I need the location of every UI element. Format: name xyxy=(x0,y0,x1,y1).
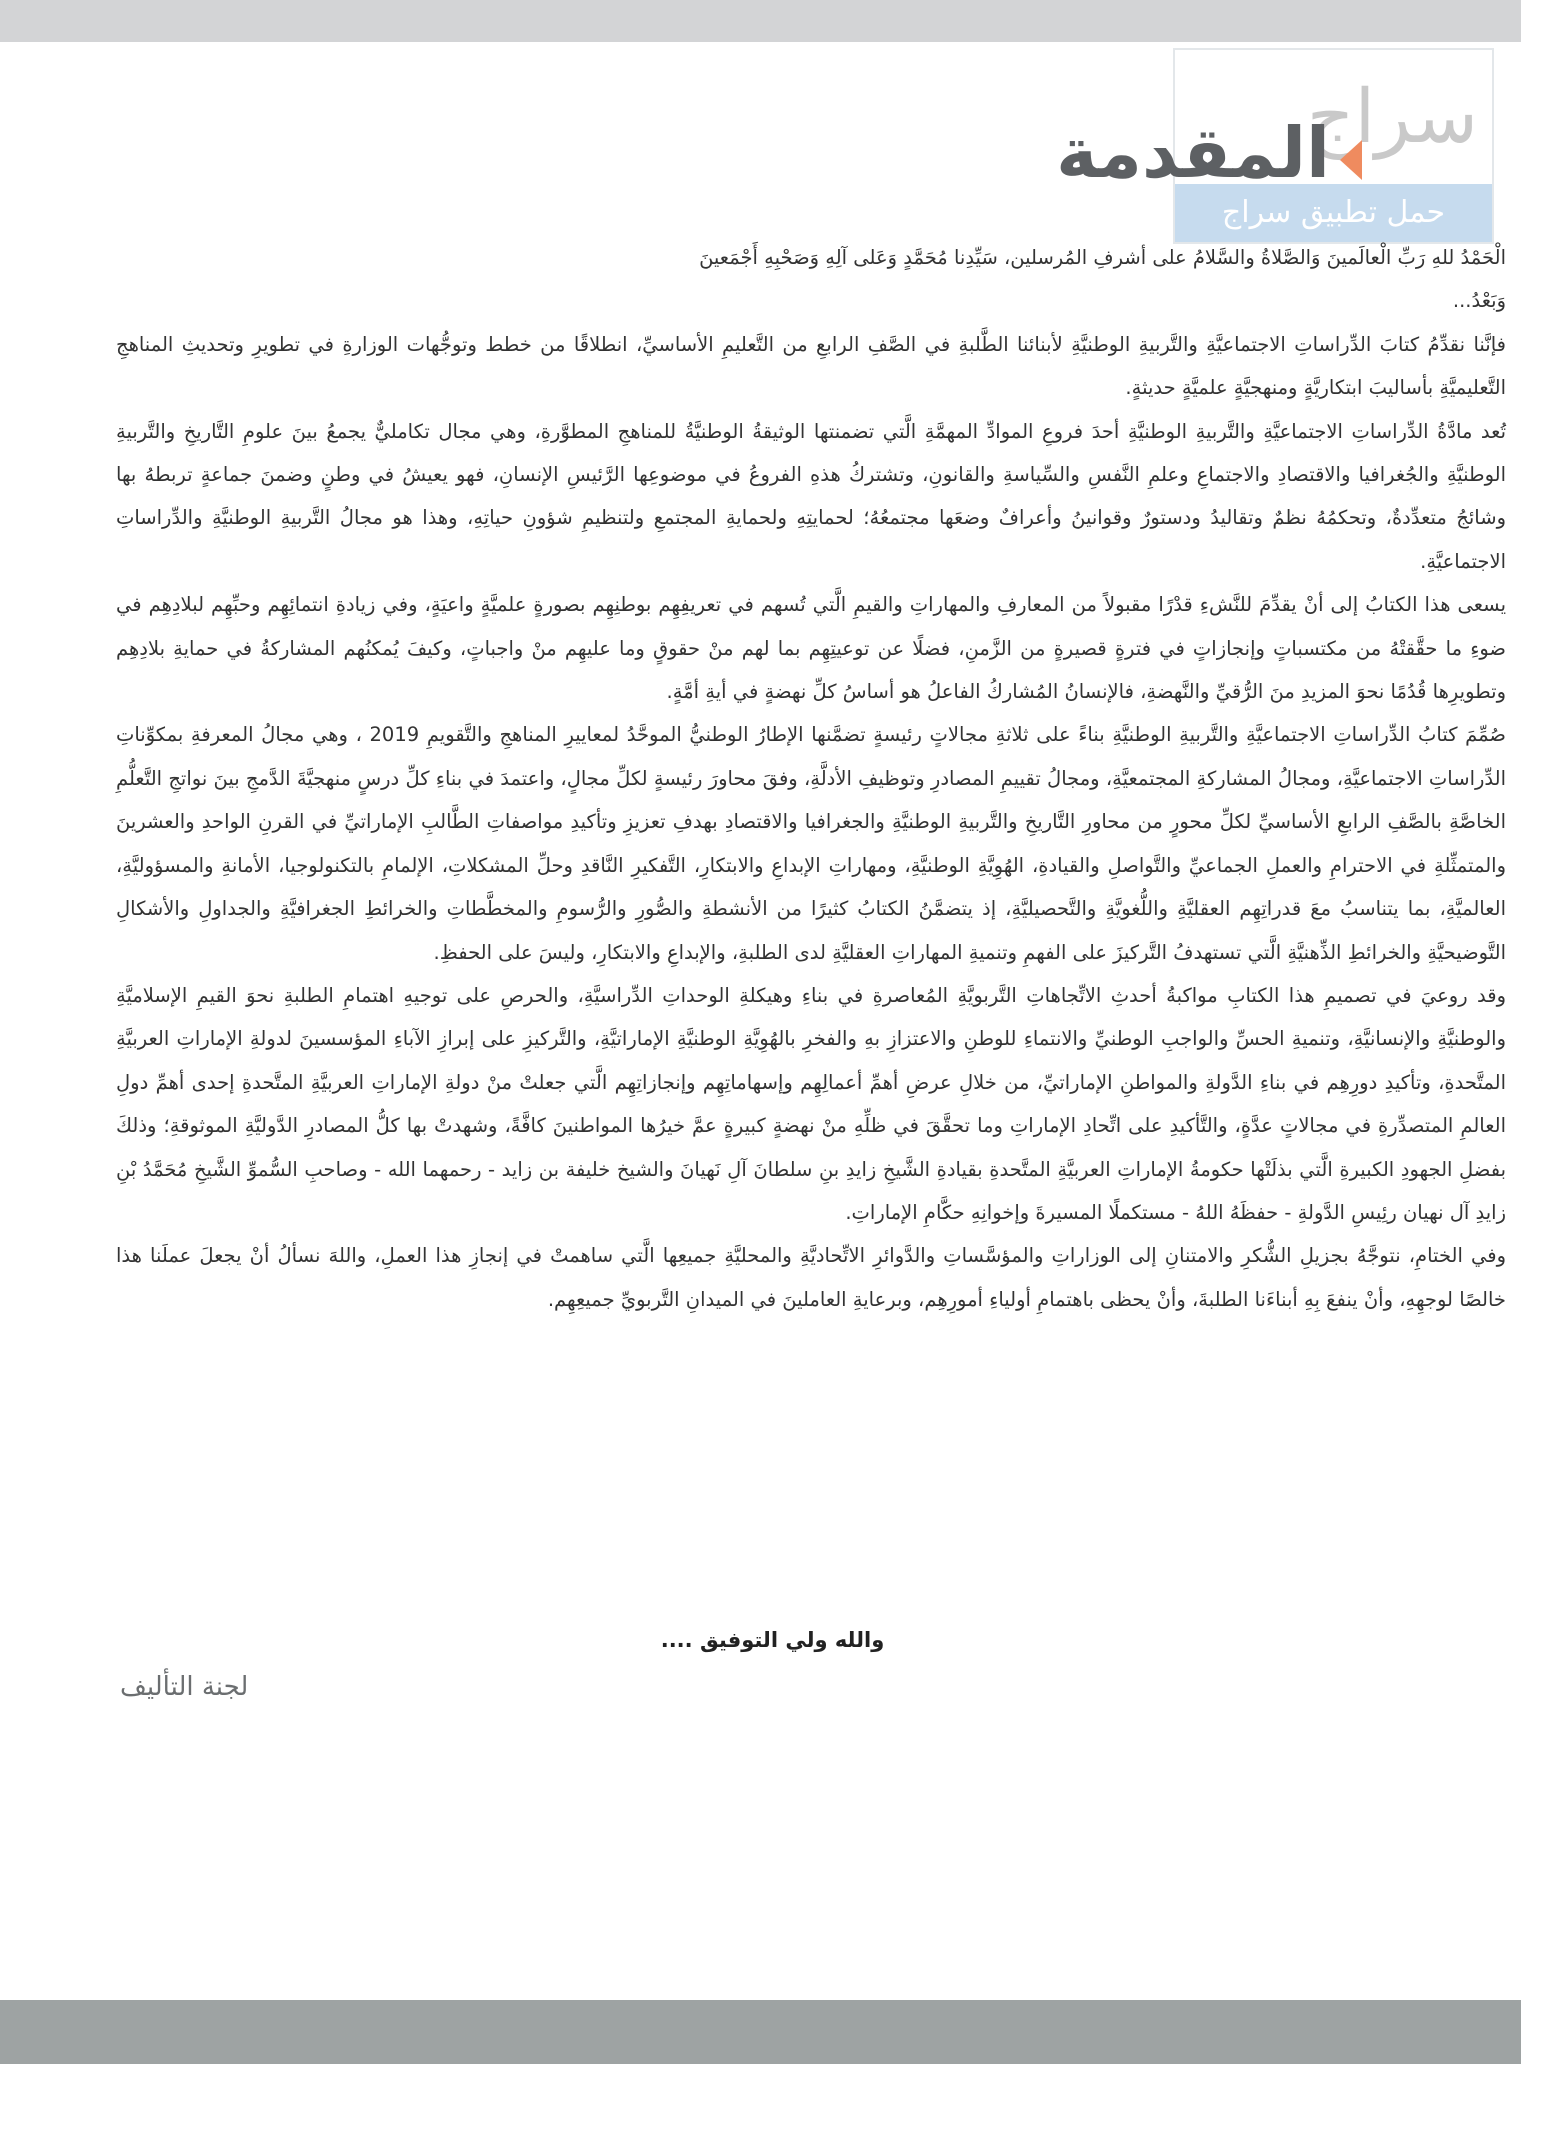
paragraph: تُعد مادَّةُ الدِّراساتِ الاجتماعيَّةِ والتَّربيةِ الوطنيَّةِ أحدَ فروعِ الموادِّ المهمَّةِ الَّتي تضمنتها الوثيقةُ الوطنيَّةُ للمناهجِ المطوَّرةِ، وهي مجال تكامليٌّ يجمعُ بينَ علومِ التَّاريخِ والتَّربيةِ الوطنيَّةِ والجُغرافيا والاقتصادِ والاجتماعِ وعلمِ النَّفسِ والسِّياسةِ والقانونِ، وتشتركُ هذهِ الفروعُ في موضوعِها الرَّئيسِ الإنسانِ، فهو يعيشُ في وطنٍ وضمنَ جماعةٍ تربطهُ بها وشائجُ متعدِّدةٌ، وتحكمُهُ نظمٌ وتقاليدُ ودستورٌ وقوانينُ وأعرافٌ وضعَها مجتمعُهُ؛ لحمايتِهِ ولحمايةِ المجتمعِ ولتنظيمِ شؤونِ حياتِهِ، وهذا هو مجالُ التَّربيةِ الوطنيَّةِ والدِّراساتِ الاجتماعيَّةِ. xyxy=(116,419,1506,573)
paragraph: يسعى هذا الكتابُ إلى أنْ يقدِّمَ للنَّشءِ قدْرًا مقبولاً من المعارفِ والمهاراتِ والقيمِ الَّتي تُسهم في تعريفِهِم بوطنِهِم بصورةٍ علميَّةٍ واعيَةٍ، وفي زيادةِ انتمائِهِم وحبِّهِم لبلادِهِم في ضوءِ ما حقَّقتْهُ من مكتسباتٍ وإنجازاتٍ في فترةٍ قصيرةٍ من الزَّمنِ، فضلًا عن توعيتِهِم بما لهم منْ حقوقٍ وما عليهِم منْ واجباتٍ، وكيفَ يُمكنُهم المشاركةُ في حمايةِ بلادِهِم وتطويرِها قُدُمًا نحوَ المزيدِ منَ الرُّقيِّ والنَّهضةِ، فالإنسانُ المُشاركُ الفاعلُ هو أساسُ كلِّ نهضةٍ في أيةِ أمَّةٍ. xyxy=(116,593,1506,704)
paragraph: وفي الختامِ، نتوجَّهُ بجزيلِ الشُّكرِ والامتنانِ إلى الوزاراتِ والمؤسَّساتِ والدَّوائرِ الاتِّحاديَّةِ والمحليَّةِ جميعِها الَّتي ساهمتْ في إنجازِ هذا العملِ، واللهَ نسألُ أنْ يجعلَ عملَنا هذا خالصًا لوجهِهِ، وأنْ ينفعَ بِهِ أبناءَنا الطلبةَ، وأنْ يحظى باهتمامِ أولياءِ أمورِهِم، وبرعايةِ العاملينَ في الميدانِ التَّربويِّ جميعِهِم. xyxy=(116,1244,1506,1311)
wa-baad-line: وَبَعْدُ... xyxy=(1452,289,1506,313)
orange-triangle-icon xyxy=(1340,140,1362,180)
paragraph: فإنَّنا نقدِّمُ كتابَ الدِّراساتِ الاجتماعيَّةِ والتَّربيةِ الوطنيَّةِ لأبنائنا الطَّلبةِ في الصَّفِ الرابعِ من التَّعليمِ الأساسيِّ، انطلاقًا من خطط وتوجُّهات الوزارةِ في تطويرِ وتحديثِ المناهجِ التَّعليميَّةِ بأساليبَ ابتكاريَّةٍ ومنهجيَّةٍ علميَّةٍ حديثةٍ. xyxy=(116,332,1506,400)
introduction-body xyxy=(116,236,1506,1321)
paragraph: صُمِّمَ كتابُ الدِّراساتِ الاجتماعيَّةِ والتَّربيةِ الوطنيَّةِ بناءً على ثلاثةِ مجالاتٍ رئيسةٍ تضمَّنها الإطارُ الوطنيُّ الموحَّدُ لمعاييرِ المناهجِ والتَّقويمِ 2019 ، وهي مجالُ المعرفةِ بمكوِّناتِ الدِّراساتِ الاجتماعيَّةِ، ومجالُ المشاركةِ المجتمعيَّةِ، ومجالُ تقييمِ المصادرِ وتوظيفِ الأدلَّةِ، وفقَ محاورَ رئيسةٍ لكلِّ مجالٍ، واعتمدَ في بناءِ كلِّ درسٍ منهجيَّةَ الدَّمجِ بينَ نواتجِ التَّعلُّمِ الخاصَّةِ بالصَّفِ الرابعِ الأساسيِّ لكلِّ محورٍ من محاورِ التَّاريخِ والتَّربيةِ الوطنيَّةِ والجغرافيا والاقتصادِ بهدفِ تعزيزِ وتأكيدِ مواصفاتِ الطَّالبِ الإماراتيِّ في القرنِ الواحدِ والعشرينَ والمتمثِّلةِ في الاحترامِ والعملِ الجماعيِّ والتَّواصلِ والقيادةِ، الهُوِيَّةِ الوطنيَّةِ، ومهاراتِ الإبداعِ والابتكارِ، التَّفكيرِ النَّاقدِ وحلِّ المشكلاتِ، الإلمامِ بالتكنولوجيا، الأمانةِ والمسؤوليَّةِ، العالميَّةِ، بما يتناسبُ معَ قدراتِهِم العقليَّةِ واللُّغويَّةِ والتَّحصيليَّةِ، إذ يتضمَّنُ الكتابُ كثيرًا من الأنشطةِ والصُّورِ والرُّسومِ والمخطَّطاتِ والخرائطِ الجغرافيَّةِ والجداولِ والأشكالِ التَّوضيحيَّةِ والخرائطِ الذِّهنيَّةِ الَّتي تستهدفُ التَّركيزَ على الفهمِ وتنميةِ المهاراتِ العقليَّةِ لدى الطلبةِ، والإبداعِ والابتكارِ، وليسَ على الحفظِ. xyxy=(116,723,1506,964)
download-app-banner[interactable]: حمل تطبيق سراج xyxy=(1175,184,1492,242)
opening-line: الْحَمْدُ للهِ رَبِّ الْعالَمينَ وَالصَّلاةُ والسَّلامُ على أشرفِ المُرسلين، سَيِّدِنا مُحَمَّدٍ وَعَلى آلِهِ وَصَحْبِهِ أَجْمَعينَ xyxy=(699,246,1506,269)
footer-band xyxy=(0,2000,1521,2064)
signature: لجنة التأليف xyxy=(120,1672,249,1702)
page-title: المقدمة xyxy=(1056,112,1330,194)
siraj-logo: سراج xyxy=(1306,74,1478,160)
header-band xyxy=(0,0,1521,42)
closing-line: والله ولي التوفيق .... xyxy=(660,1628,885,1652)
paragraph: وقد روعيَ في تصميمِ هذا الكتابِ مواكبةُ أحدثِ الاتِّجاهاتِ التَّربويَّةِ المُعاصرةِ في بناءِ وهيكلةِ الوحداتِ الدِّراسيَّةِ، والحرصِ على توجيهِ اهتمامِ الطلبةِ نحوَ القيمِ الإسلاميَّةِ والوطنيَّةِ والإنسانيَّةِ، وتنميةِ الحسِّ والواجبِ الوطنيِّ والانتماءِ للوطنِ والاعتزازِ بهِ والفخرِ بالهُوِيَّةِ الوطنيَّةِ الإماراتيَّةِ، والتَّركيزِ على إبرازِ الآباءِ المؤسسينَ لدولةِ الإماراتِ العربيَّةِ المتَّحدةِ، وتأكيدِ دورِهِم في بناءِ الدَّولةِ والمواطنِ الإماراتيِّ، من خلالِ عرضِ أهمِّ أعمالِهِم وإسهاماتِهِم وإنجازاتِهِم الَّتي جعلتْ منْ دولةِ الإماراتِ العربيَّةِ المتَّحدةِ إحدى أهمِّ دولِ العالمِ المتصدِّرةِ في مجالاتٍ عدَّةٍ، والتَّأكيدِ على اتِّحادِ الإماراتِ وما تحقَّقَ في ظلِّهِ منْ نهضةٍ كبيرةٍ عمَّ خيرُها المواطنينَ كافَّةً، وشهدتْ بها كلُّ المصادرِ الدَّوليَّةِ الموثوقةِ؛ وذلكَ بفضلِ الجهودِ الكبيرةِ الَّتي بذلَتْها حكومةُ الإماراتِ العربيَّةِ المتَّحدةِ بقيادةِ الشَّيخِ زايدِ بنِ سلطانَ آلِ نَهيانَ والشيخ خليفة بن زايد - رحمهما الله - وصاحبِ السُّموِّ الشَّيخِ مُحَمَّدُ بْنِ زايدِ آل نهيان رئِيسِ الدَّولةِ - حفظَهُ اللهُ - مستكملًا المسيرةَ وإخوانِهِ حكَّامِ الإماراتِ. xyxy=(116,983,1506,1224)
